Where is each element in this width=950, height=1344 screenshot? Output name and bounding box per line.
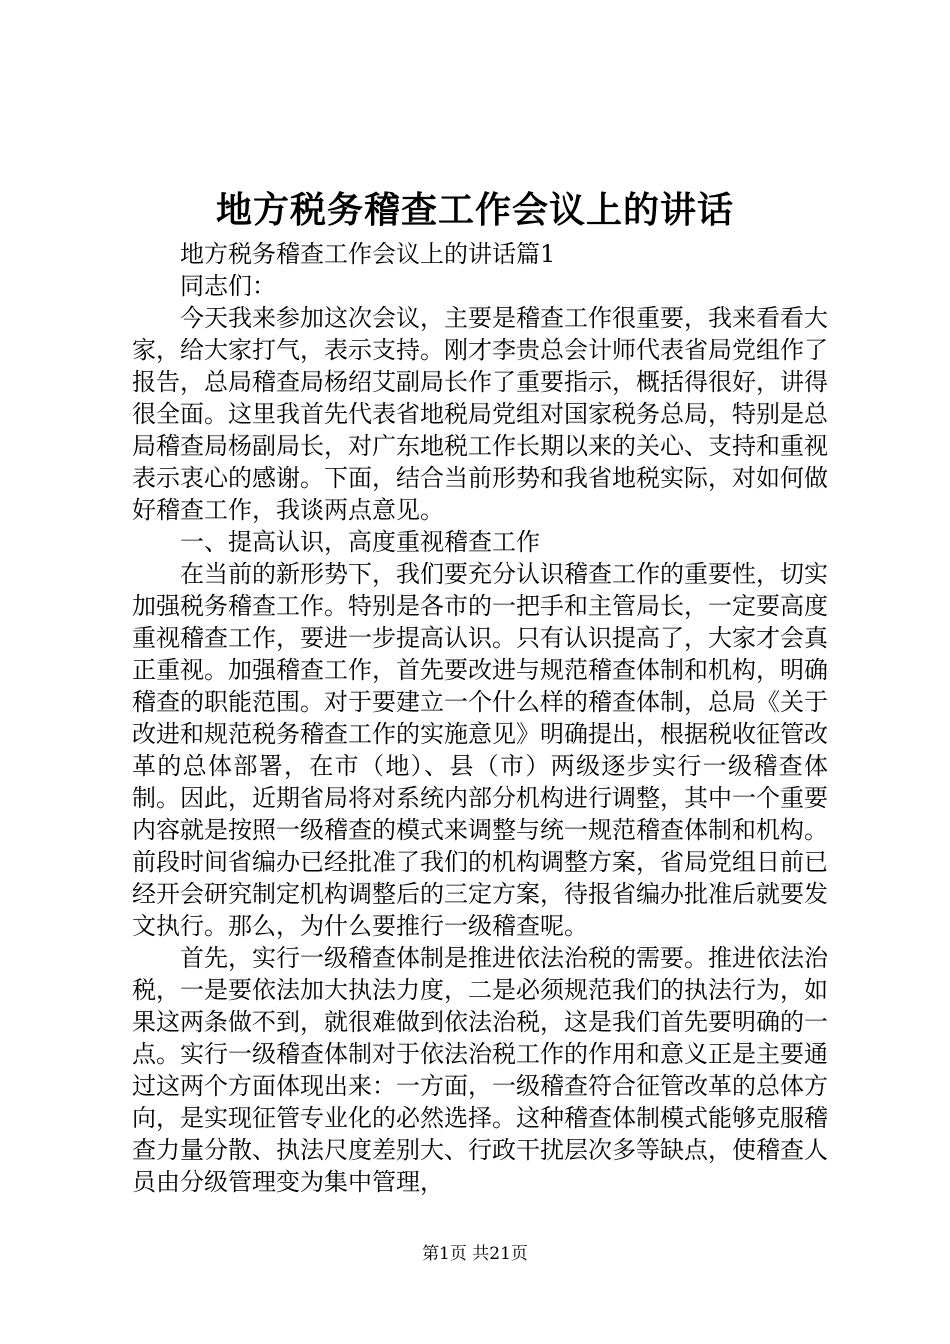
document-body: [132, 238, 828, 1198]
body-paragraph: 在当前的新形势下，我们要充分认识稽查工作的重要性，切实加强税务稽查工作。特别是各市的一把手和主管局长，一定要高度重视稽查工作，要进一步提高认识。只有认识提高了，大家才会真正重视。加强稽查工作，首先要改进与规范稽查体制和机构，明确稽查的职能范围。对于要建立一个什么样的稽查体制，总局《关于改进和规范税务稽查工作的实施意见》明确提出，根据税收征管改革的总体部署，在市（地）、县（市）两级逐步实行一级稽查体制。因此，近期省局将对系统内部分机构进行调整，其中一个重要内容就是按照一级稽查的模式来调整与统一规范稽查体制和机构。前段时间省编办已经批准了我们的机构调整方案，省局党组日前已经开会研究制定机构调整后的三定方案，待报省编办批准后就要发文执行。那么，为什么要推行一级稽查呢。: [132, 560, 828, 940]
body-paragraph: 今天我来参加这次会议，主要是稽查工作很重要，我来看看大家，给大家打气，表示支持。刚才李贵总会计师代表省局党组作了报告，总局稽查局杨绍艾副局长作了重要指示，概括得很好，讲得很全面。这里我首先代表省地税局党组对国家税务总局，特别是总局稽查局杨副局长，对广东地税工作长期以来的关心、支持和重视表示衷心的感谢。下面，结合当前形势和我省地税实际，对如何做好稽查工作，我谈两点意见。: [132, 304, 828, 524]
document-title: 地方税务稽查工作会议上的讲话: [215, 189, 734, 231]
body-paragraph: 首先，实行一级稽查体制是推进依法治税的需要。推进依法治税，一是要依法加大执法力度，二是必须规范我们的执法行为，如果这两条做不到，就很难做到依法治税，这是我们首先要明确的一点。实行一级稽查体制对于依法治税工作的作用和意义正是主要通过这两个方面体现出来：一方面，一级稽查符合征管改革的总体方向，是实现征管专业化的必然选择。这种稽查体制模式能够克服稽查力量分散、执法尺度差别大、行政干扰层次多等缺点，使稽查人员由分级管理变为集中管理，: [132, 944, 828, 1196]
page-number-footer: 第1页 共21页: [422, 1244, 528, 1264]
section-heading: 地方税务稽查工作会议上的讲话篇1: [180, 240, 556, 268]
subheading: 一、提高认识，高度重视稽查工作: [180, 528, 540, 556]
salutation: 同志们：: [180, 272, 276, 300]
